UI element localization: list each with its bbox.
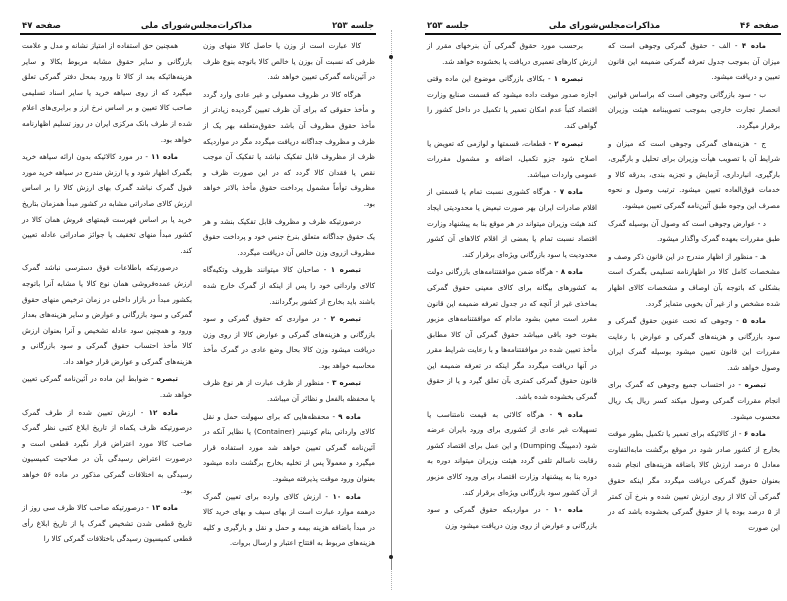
- article-label: ماده ۱۰: [332, 491, 361, 501]
- paragraph-text: - محفظه‌هایی که برای سهولت حمل و نقل کالای وارداتی بنام کونتینر (Container) یا نظایر آنکه در آئین‌نامه گمرکی تعیین خواهد شد مورد استفاده قرار میگیرد و معمولاً پس از تخلیه بخارج برگشت داده میشود بعنوان ورود موقت پذیرفته میشود.: [203, 411, 375, 484]
- article-label: تبصره ۲: [554, 138, 583, 148]
- paragraph: [203, 262, 375, 309]
- paragraph: [22, 149, 192, 258]
- paragraph-text: - منظور از ظرف عبارت از هر نوع ظرف یا محفظه بالفعل و نظائر آن میباشد.: [203, 378, 375, 404]
- left-page-left-column: [22, 38, 192, 549]
- article-label: تبصره ۳: [332, 378, 361, 388]
- paragraph-text: درصورتیکه باطلاعات فوق دسترسی نباشد گمرک ارزش عمده‌فروشی همان نوع کالا یا مشابه آنرا باتوجه بکشور مبدأ در بازار داخلی در زمان ترخیص منهای حقوق گمرکی و سود بازرگانی و عوارض و سایر هزینه‌های بعداز ورود و همچنین سود عادله تشخیص و آنرا بعنوان ارزش کالا مأخذ احتساب حقوق گمرکی و سود بازرگانی و هزینه‌های گمرکی و عوارض قرار خواهد داد.: [22, 263, 192, 366]
- paragraph-text: - در مواردی که حقوق گمرکی و سود بازرگانی و هزینه‌های گمرکی و عوارض کالا از روی وزن دریافت میشود وزن کالا بحال وضع عادی در گمرک مأخذ محاسبه خواهد بود.: [203, 314, 375, 370]
- paragraph: [427, 502, 597, 533]
- page-number: صفحه ۴۷: [22, 21, 61, 31]
- article-label: ماده ۱۳: [151, 503, 178, 513]
- header-rule: [20, 33, 376, 35]
- paragraph: [608, 38, 780, 85]
- paragraph-text: ج - هزینه‌های گمرکی وجوهی است که میزان و شرایط آن با تصویب هیأت وزیران برای تحلیل و بارگیری، بارگیری، انبارداری، آزمایش و تجزیه بندی، بدرقه کالا و خدمات فوق‌العاده تعیین میشود. ترتیب وصول و نحوه مصرف این وجوه طبق آئین‌نامه گمرکی تعیین میشود.: [608, 138, 780, 210]
- paragraph: [203, 489, 375, 551]
- paragraph: [608, 216, 780, 247]
- paragraph-text: - درصورتیکه صاحب کالا ظرف سی روز از تاریخ قطعی شدن تشخیص گمرک یا از تاریخ ابلاغ رأی قطعی کمیسیون رسیدگی باختلافات گمرکی کالا را: [22, 503, 192, 544]
- paragraph: [608, 136, 780, 214]
- paragraph-text: - صاحبان کالا میتوانند ظروف وتکیه‌گاه کالای وارداتی خود را پس از اینکه از گمرک خارج شده باشند باید بخارج از کشور برگردانند.: [203, 265, 375, 306]
- session-number: جلسه ۲۵۳: [427, 21, 469, 31]
- left-page-right-column: [203, 38, 375, 553]
- paragraph-text: - در مواردیکه حقوق گمرکی و سود بازرگانی و عوارض از روی وزن دریافت میشود وزن: [427, 505, 597, 530]
- paragraph: [427, 71, 597, 133]
- paragraph-text: همچنین حق استفاده از امتیاز نشانه و مدل و علامت بازرگانی و سایر حقوق مشابه مربوط بکالا و سایر هزینه‌هائیکه بعد از کالا تا ورود بمحل دفتر گمرکی تعلق میگیرد که از روی سیاهه خرید یا سایر اسناد تسلیمی صاحب کالا تعیین و بر اساس نرخ ارز و برابری‌های اعلام شده از طرف بانک مرکزی ایران در روز تسلیم اظهارنامه خواهد بود.: [22, 41, 192, 144]
- paragraph-text: هـ - منظور از اظهار مندرج در این قانون ذکر وصف و مشخصات کامل کالا در اظهارنامه تسلیمی بگمرک است بشکلی که باتوجه بآن اوصاف و مشخصات کالای اظهار شده مشخص و از غیر آن بخوبی متمایز گردد.: [608, 251, 780, 308]
- paragraph: [203, 375, 375, 406]
- paragraph: [22, 38, 192, 147]
- page-gutter-shadow: [391, 330, 393, 570]
- running-title: مذاکرات‌مجلس‌شورای ملی: [548, 21, 661, 31]
- article-label: ماده ۸: [560, 267, 583, 277]
- paragraph-text: - ارزش تعیین شده از طرف گمرک درصورتیکه ظرف یکماه از تاریخ ابلاغ کتبی نظر گمرک صاحب کالا مورد اعتراض قرار نگیرد قطعی است و درصورت اعتراض رسیدگی بآن در صلاحیت کمیسیون رسیدگی به اختلافات گمرکی مذکور در ماده ۵۶ خواهد بود.: [22, 407, 192, 495]
- paragraph: [608, 426, 780, 535]
- paragraph: [22, 371, 192, 402]
- scan-speck: [389, 555, 393, 559]
- paragraph-text: - بکالای بازرگانی موضوع این ماده وقتی اجازه صدور موقت داده میشود که قسمت صنایع وزارت اقتصاد کتباً عدم امکان تعمیر یا تکمیل در داخل کشور را گواهی کند.: [427, 74, 597, 130]
- running-title: مذاکرات‌مجلس‌شورای ملی: [140, 21, 253, 31]
- paragraph: [608, 313, 780, 375]
- article-label: ماده ۵: [742, 316, 766, 326]
- right-page-left-column: [427, 38, 597, 535]
- paragraph: [608, 87, 780, 134]
- paragraph: [203, 311, 375, 373]
- scan-speck: [389, 55, 393, 59]
- paragraph-text: درصورتیکه ظرف و مظروف قابل تفکیک بنشد و هر یک حقوق جداگانه متعلق بنرخ جنس خود و پرداخت حقوق مظروف ازروی وزن خالص آن دریافت میگردد.: [203, 216, 375, 257]
- paragraph-text: - در احتساب جمیع وجوهی که گمرک برای انجام مقررات گمرکی وصول میکند کسر ریال یک ریال محسوب میشود.: [608, 380, 780, 421]
- paragraph-text: - الف - حقوق گمرکی وجوهی است که میزان آن بموجب جدول تعرفه گمرکی ضمیمه این قانون تعیین و دریافت میشود.: [608, 41, 780, 82]
- article-label: ماده ۷: [559, 187, 583, 197]
- right-page-right-column: [608, 38, 780, 537]
- article-label: ماده ۱۱: [150, 152, 178, 162]
- paragraph-text: - ارزش کالای وارده برای تعیین گمرک درهمه موارد عبارت است از بهای سیف و بهای خرید کالا در مبدأ باضافه هزینه بیمه و حمل و نقل و بارگیری و کلیه هزینه‌های مربوط به افتتاح اعتبار و ارسال بروات.: [203, 491, 375, 548]
- paragraph: [427, 38, 597, 69]
- paragraph: [608, 377, 780, 424]
- left-page-header: [22, 20, 374, 32]
- paragraph-text: هرگاه کالا در ظروف معمولی و غیر عادی وارد گردد و مأخذ حقوقی که برای آن ظرف تعیین گردیده زیادتر از مأخذ حقوق مظروف آن باشد حقوق‌متعلقه بهر یک از ظرف و مظروف جداگانه دریافت میگردد مگر در مواردیکه ظرف از مظروف قابل تفکیک نباشد یا تفکیک آن موجب نقص یا فقدان کالا گردد که در این صورت ظرف و مظروف توأماً مشمول پرداخت حقوق مأخذ بالاتر خواهد بود.: [203, 89, 375, 208]
- paragraph: [22, 260, 192, 369]
- paragraph-text: - هرگاه کالائی به قیمت نامتناسب یا تسهیلات غیر عادی از کشوری برای ورود بایران عرضه شود (دمپینگ Dumping) و این عمل برای اقتصاد کشور رقابت ناسالم تلقی گردد هیئت وزیران میتواند دوره به دوره بنا به پیشنهاد وزارت اقتصاد برای ورود کالای مزبور از آن کشور سود بازرگانی ویژه‌ای برقرار کند.: [427, 409, 597, 497]
- paragraph: [203, 38, 375, 85]
- right-page: [397, 0, 787, 601]
- paragraph: [203, 409, 375, 487]
- paragraph-text: - ضوابط این ماده در آئین‌نامه گمرکی تعیین خواهد شد.: [22, 374, 192, 400]
- paragraph-text: برحسب مورد حقوق گمرکی آن بنرخهای مقرر از ارزش کارهای تعمیری دریافت یا بخشوده خواهد شد.: [427, 41, 597, 66]
- left-page: [0, 0, 390, 601]
- article-label: تبصره: [744, 380, 766, 390]
- paragraph: [427, 136, 597, 183]
- paragraph-text: - وجوهی که تحت عنوین حقوق گمرکی و سود بازرگانی و هزینه‌های گمرکی و عوارض با رعایت مقررات این قانون تعیین میشود بوسیله گمرک ایران وصول خواهد شد.: [608, 316, 780, 372]
- article-label: ماده ۹: [557, 409, 583, 419]
- paragraph: [22, 405, 192, 499]
- paragraph-text: د - عوارض وجوهی است که وصول آن بوسیله گمرک طبق مقررات بعهده گمرک واگذار میشود.: [608, 218, 780, 244]
- paragraph-text: - در مورد کالائیکه بدون ارائه سیاهه خرید بگمرک اظهار شود و یا ارزش مندرج در سیاهه خرید مورد قبول گمرک نباشد گمرک بهای ارزش کالا را بر اساس ارزش کالای صادراتی مشابه در کشور مبدأ همزمان بتاریخ خرید یا بر اساس فهرست قیمتهای فروش همان کالا در کشور مبدأ منهای تخفیف یا جوائز صادراتی عادله تعیین کند.: [22, 152, 192, 255]
- page-number: صفحه ۴۶: [740, 21, 779, 31]
- article-label: ماده ۱۲: [148, 407, 178, 417]
- article-label: ماده ۶: [743, 429, 766, 439]
- paragraph: [203, 87, 375, 212]
- session-number: جلسه ۲۵۳: [332, 21, 374, 31]
- paragraph-text: - از کالائیکه برای تعمیر یا تکمیل بطور موقت بخارج از کشور صادر شود در موقع برگشت مابه‌التفاوت معادل ۵ درصد ارزش کالا باضافه هزینه‌های انجام شده بعنوان حقوق گمرکی دریافت میگردد مگر اینکه حقوق گمرکی آن کالا از روی ارزش تعیین شده و بنرخ آن کمتر از ۵ درصد بوده یا از حقوق گمرکی بخشوده باشد که در این صورت: [608, 429, 780, 532]
- header-rule: [425, 33, 781, 35]
- paragraph: [427, 264, 597, 404]
- paragraph-text: ب - سود بازرگانی وجوهی است که براساس قوانین انحصار تجارت خارجی بموجب تصویبنامه هیئت وزیران برقرار میگردد.: [608, 89, 780, 130]
- article-label: تبصره: [156, 374, 178, 384]
- paragraph: [427, 407, 597, 501]
- paragraph-text: کالا عبارت است از وزن یا حاصل کالا منهای وزن ظرفی که نسبت آن بوزن یا خالص کالا باتوجه بنوع ظرف در آئین‌نامه گمرکی تعیین خواهد شد.: [203, 41, 375, 82]
- paragraph: [427, 184, 597, 262]
- paragraph: [203, 214, 375, 261]
- article-label: تبصره ۱: [553, 74, 583, 84]
- paragraph: [22, 500, 192, 547]
- article-label: تبصره ۱: [330, 265, 362, 275]
- article-label: ماده ۱۰: [553, 505, 583, 515]
- paragraph-text: - هرگاه کشوری نسبت تمام یا قسمتی از اقلام صادرات ایران بهر صورت تبعیض یا محدودیتی ایجاد کند هیئت وزیران میتواند در هر موقع بنا به پیشنهاد وزارت اقتصاد نسبت تمام یا بعضی از اقلام کالاهای آن کشور محدودیت یا سود بازرگانی ویژه‌ای برقرار کند.: [427, 187, 597, 259]
- article-label: ماده ۹: [338, 411, 361, 421]
- right-page-header: [427, 20, 779, 32]
- article-label: ماده ۴: [741, 41, 766, 50]
- paragraph: [608, 249, 780, 311]
- article-label: تبصره ۲: [330, 314, 361, 324]
- paragraph-text: - هرگاه ضمن موافقتنامه‌های بازرگانی دولت به کشورهای بیگانه برای کالای معینی حقوق گمرکی بماخذی غیر از آنچه که در جدول تعرفه ضمیمه این قانون مقرر است معین بشود مادام که موافقتنامه‌های مزبور بقوت خود باقی میباشد حقوق گمرکی آن کالا مطابق مأخذ تعیین شده در موافقتنامه‌ها و با رعایت شرایط مقرر در آنها دریافت میگردد مگر اینکه در تعرفه ضمیمه این قانون حقوق گمرکی کمتری بآن تعلق گیرد و یا از حقوق گمرکی بخشوده شده باشد.: [427, 267, 597, 402]
- paragraph-text: - قطعات، قسمتها و لوازمی که تعویض یا اصلاح شود جزو تکمیل، اضافه و مشمول مقررات عمومی واردات میباشد.: [427, 138, 597, 179]
